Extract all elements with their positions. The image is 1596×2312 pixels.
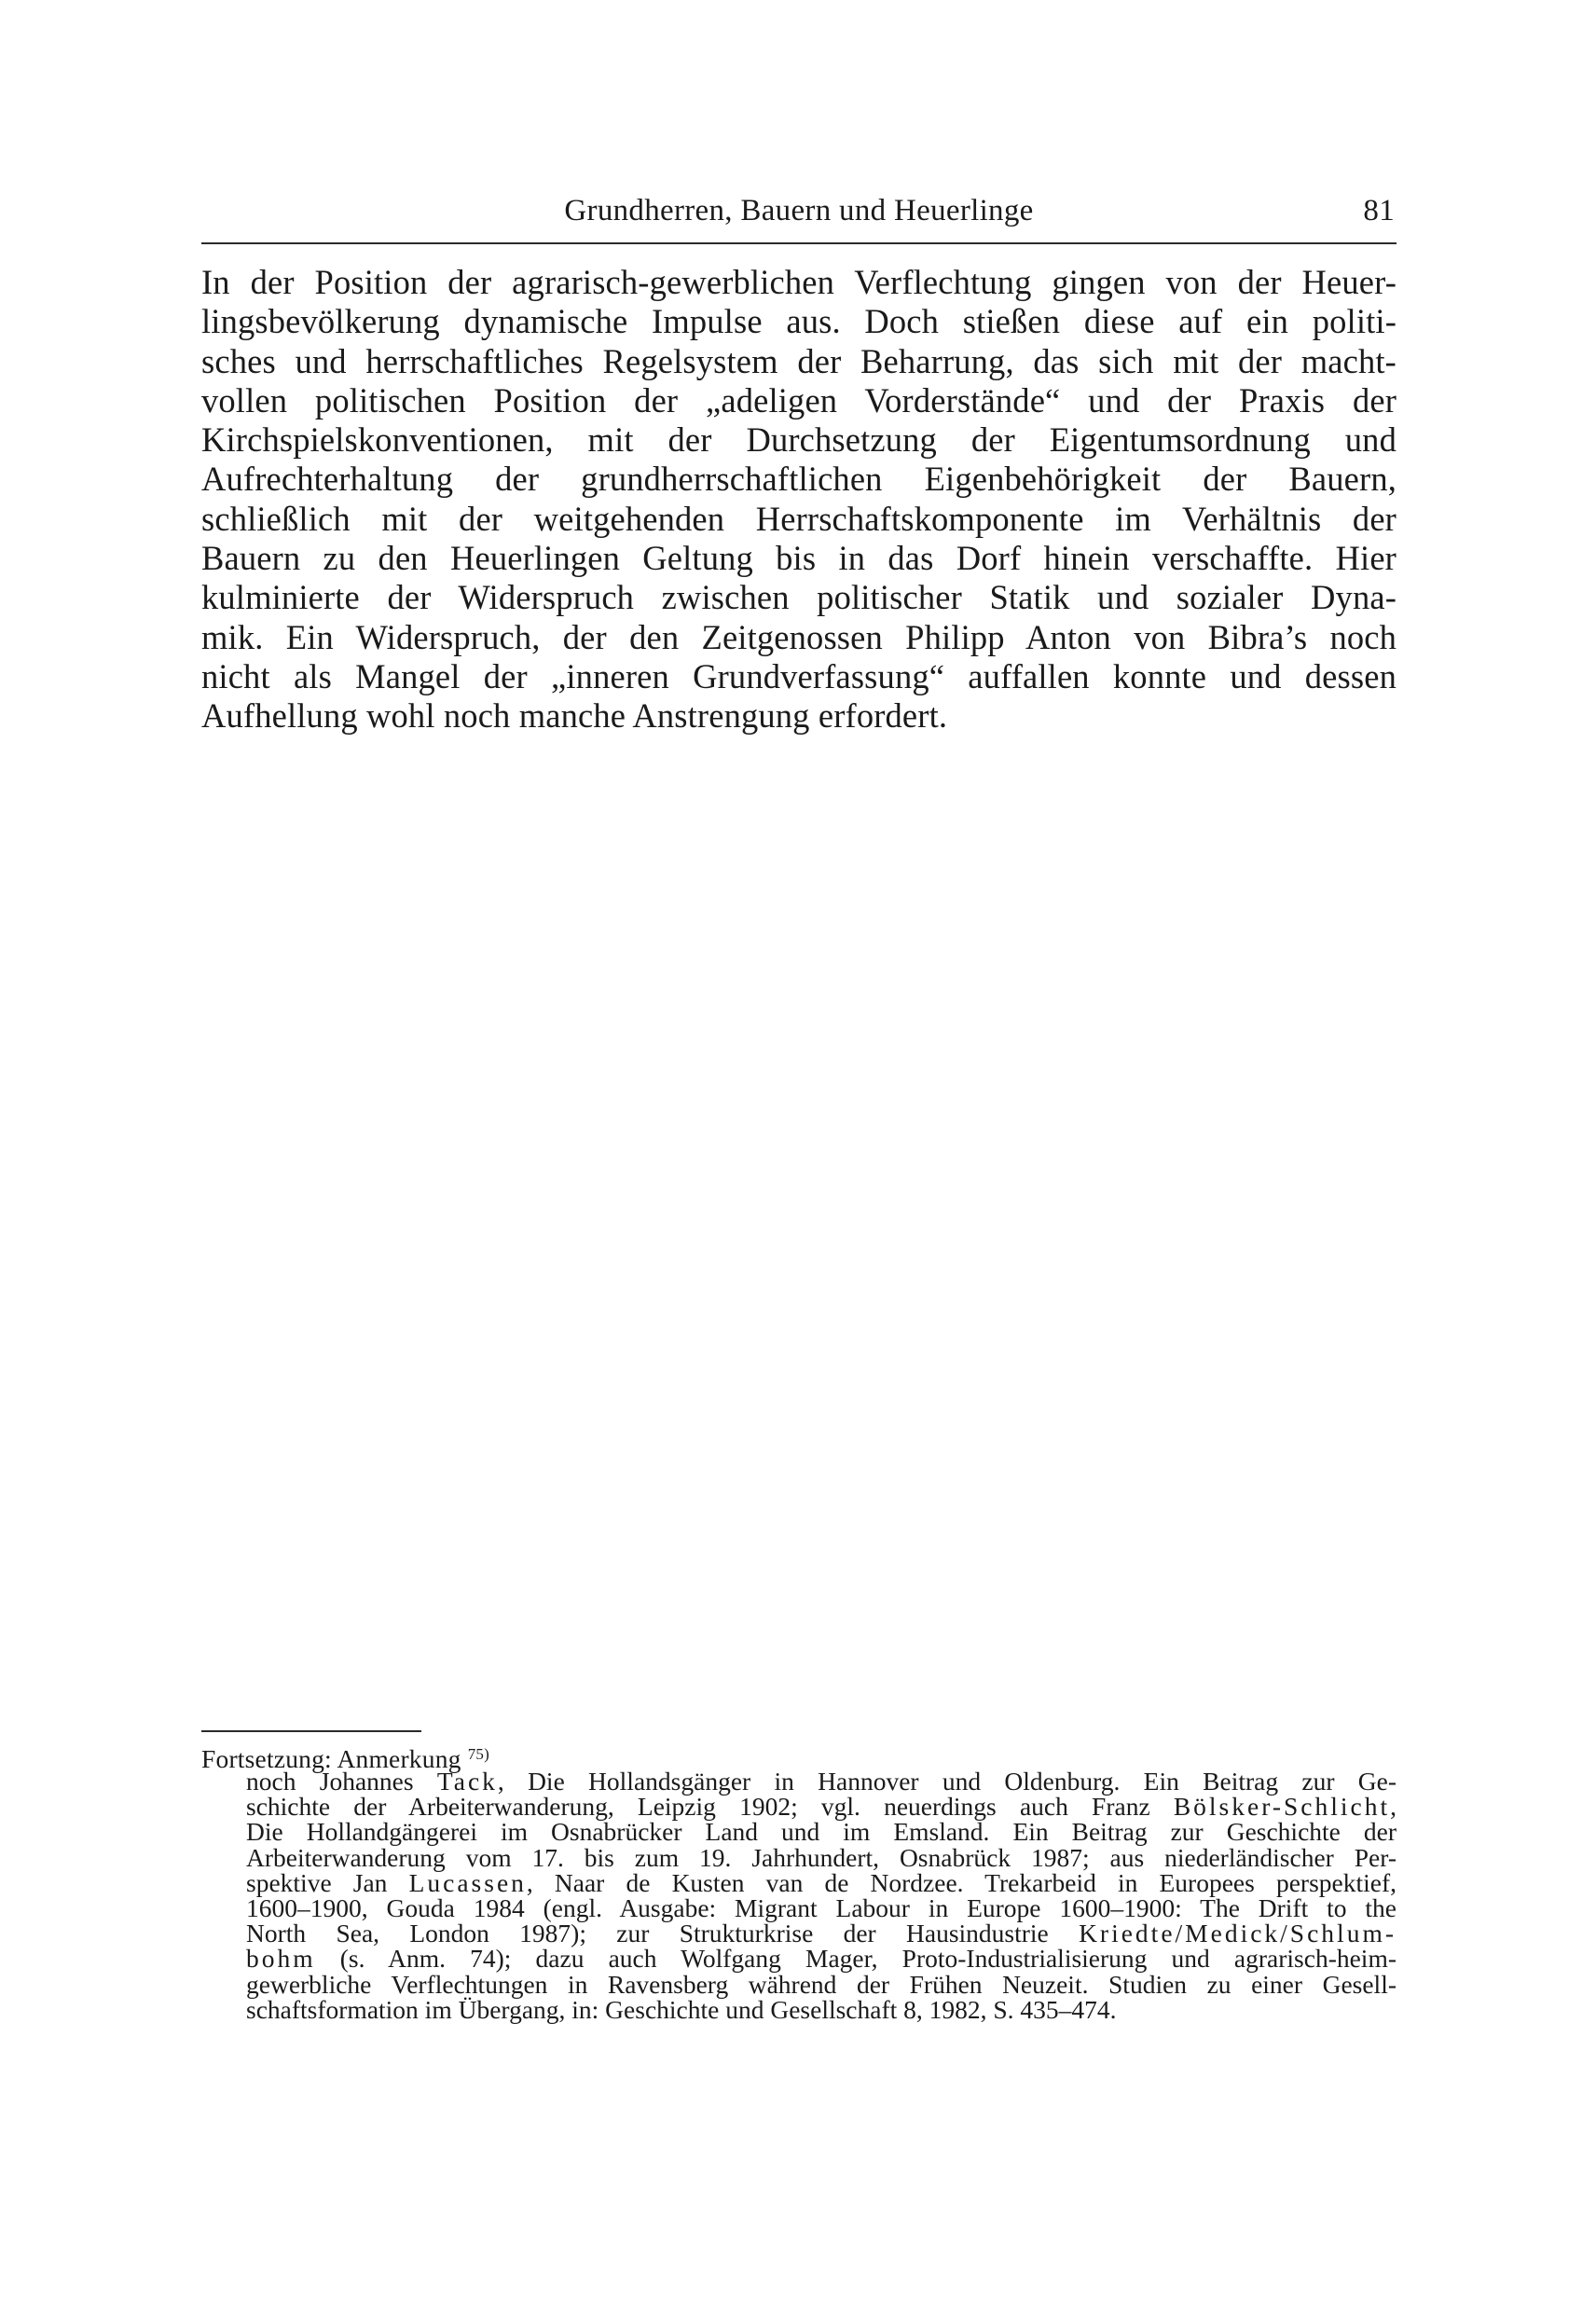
footnote-heading-text: Fortsetzung: Anmerkung	[201, 1744, 461, 1773]
body-line: Aufhellung wohl noch manche Anstrengung erfordert.	[201, 696, 948, 736]
footnote-line	[246, 1893, 1396, 1923]
footnote-text: schaftsformation im Übergang, in: Geschichte und Gesellschaft 8, 1982, S. 435–474.	[246, 1994, 1117, 2024]
body-line: kulminierte der Widerspruch zwischen politischer Statik und sozialer Dyna-	[201, 578, 1396, 617]
footnote-text: spektive Jan	[246, 1867, 409, 1897]
footnote-line	[246, 1842, 1396, 1872]
body-line: schließlich mit der weitgehenden Herrschaftskomponente im Verhältnis der	[201, 499, 1396, 538]
footnote-text: Die Hollandgängerei im Osnabrücker Land und im Emsland. Ein Beitrag zur Geschichte der	[246, 1817, 1396, 1847]
footnote-text: North Sea, London 1987); zur Strukturkrise der Hausindustrie	[246, 1919, 1080, 1948]
footnote-line	[246, 1817, 1396, 1847]
footnote-body	[246, 1768, 1396, 2022]
footnote-line	[246, 1768, 1396, 1794]
footnote-text: Arbeiterwanderung vom 17. bis zum 19. Jahrhundert, Osnabrück 1987; aus niederländischer Per-	[246, 1842, 1396, 1872]
body-line: Aufrechterhaltung der grundherrschaftlichen Eigenbehörigkeit der Bauern,	[201, 460, 1396, 499]
footnote-line	[246, 1944, 1396, 1974]
body-line: nicht als Mangel der „inneren Grundverfassung“ auffallen konnte und dessen	[201, 656, 1396, 695]
footnote-text: gewerbliche Verflechtungen in Ravensberg während der Frühen Neuzeit. Studien zu einer Gesell-	[246, 1969, 1396, 1999]
footnote-text: , Naar de Kusten van de Nordzee. Trekarbeid in Europees perspektief,	[526, 1867, 1396, 1897]
page-number: 81	[1363, 194, 1395, 227]
footnote-text: schichte der Arbeiterwanderung, Leipzig 1902; vgl. neuerdings auch Franz	[246, 1792, 1174, 1822]
footnote-text: 1600–1900, Gouda 1984 (engl. Ausgabe: Migrant Labour in Europe 1600–1900: The Drift to the	[246, 1893, 1396, 1923]
footnote-line	[246, 1867, 1396, 1897]
footnote-line	[246, 1920, 1396, 1946]
header-rule	[201, 242, 1396, 244]
body-paragraph	[201, 263, 1396, 736]
footnote-rule	[201, 1730, 421, 1732]
author-name: Kriedte/Medick/Schlum-	[1079, 1919, 1396, 1948]
running-head	[201, 194, 1396, 241]
author-name: Lucassen	[408, 1867, 527, 1897]
body-line: vollen politischen Position der „adeligen Vorderstände“ und der Praxis der	[201, 380, 1396, 420]
body-line: Bauern zu den Heuerlingen Geltung bis in das Dorf hinein verschaffte. Hier	[201, 539, 1396, 578]
footnote-text: noch Johannes	[246, 1767, 437, 1796]
running-title: Grundherren, Bauern und Heuerlinge	[564, 194, 1034, 227]
footnote-line	[246, 1792, 1396, 1822]
footnote-text: , Die Hollandsgänger in Hannover und Oldenburg. Ein Beitrag zur Ge-	[497, 1767, 1396, 1796]
footnote-text: ,	[1390, 1792, 1396, 1822]
body-line: Kirchspielskonventionen, mit der Durchsetzung der Eigentumsordnung und	[201, 420, 1396, 460]
footnote-line	[246, 1994, 1396, 2024]
body-line: lingsbevölkerung dynamische Impulse aus. Doch stießen diese auf ein politi-	[201, 302, 1396, 341]
footnote-line	[246, 1969, 1396, 1999]
body-line: mik. Ein Widerspruch, der den Zeitgenossen Philipp Anton von Bibra’s noch	[201, 617, 1396, 656]
footnote-text: (s. Anm. 74); dazu auch Wolfgang Mager, Proto-Industrialisierung und agrarisch-heim-	[315, 1944, 1396, 1974]
body-line: sches und herrschaftliches Regelsystem der Beharrung, das sich mit der macht-	[201, 341, 1396, 380]
footnote-reference: 75)	[467, 1745, 489, 1763]
author-name: Bölsker-Schlicht	[1173, 1792, 1391, 1822]
author-name: Tack	[436, 1767, 498, 1796]
body-line: In der Position der agrarisch-gewerblichen Verflechtung gingen von der Heuer-	[201, 263, 1396, 301]
author-name: bohm	[246, 1944, 316, 1974]
